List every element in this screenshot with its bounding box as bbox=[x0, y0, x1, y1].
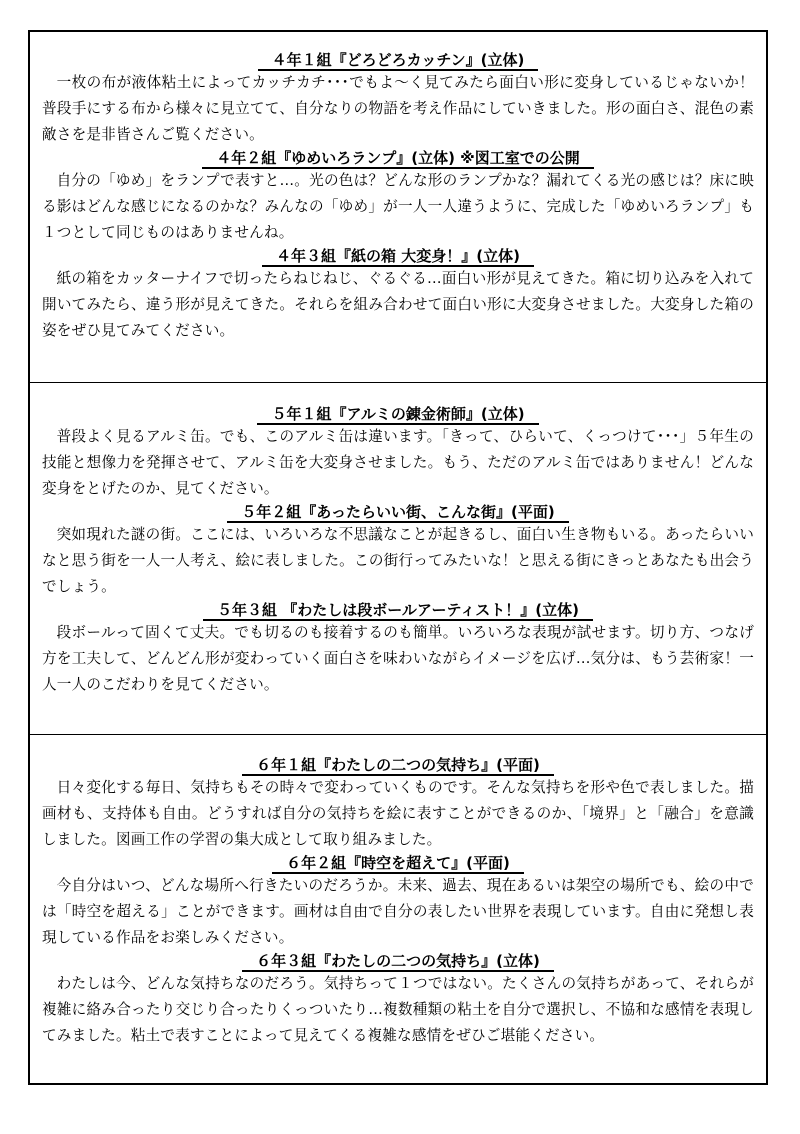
grade-5-section bbox=[30, 382, 766, 734]
entry-description: 段ボールって固くて丈夫。でも切るのも接着するのも簡単。いろいろな表現が試せます。切り方、つなげ方を工夫して、どんどん形が変わっていく面白さを味わいながらイメージを広げ…気分は、もう芸術家！一人一人のこだわりを見てください。 bbox=[42, 624, 754, 693]
entry-description: わたしは今、どんな気持ちなのだろう。気持ちって１つではない。たくさんの気持ちがあって、それらが複雑に絡み合ったり交じり合ったりくっついたり…複数種類の粘土を自分で選択し、不協和な感情を表現してみました。粘土で表すことによって見えてくる複雑な感情をぜひご堪能ください。 bbox=[42, 975, 754, 1044]
entry-description: 突如現れた謎の街。ここには、いろいろな不思議なことが起きるし、面白い生き物もいる。あったらいいなと思う街を一人一人考え、絵に表しました。この街行ってみたいな！と思える街にきっとあなたも出会うでしょう。 bbox=[42, 526, 754, 595]
entry-title: ５年１組『アルミの錬金術師』(立体) bbox=[42, 404, 754, 424]
entry-description: 普段よく見るアルミ缶。でも、このアルミ缶は違います。「きって、ひらいて、くっつけて･･･」５年生の技能と想像力を発揮させて、アルミ缶を大変身させました。もう、ただのアルミ缶ではありません！どんな変身をとげたのか、見てください。 bbox=[42, 428, 754, 497]
entry-description: 自分の「ゆめ」をランプで表すと…。光の色は？どんな形のランプかな？漏れてくる光の感じは？床に映る影はどんな感じになるのかな？みんなの「ゆめ」が一人一人違うように、完成した「ゆめいろランプ」も１つとして同じものはありませんね。 bbox=[42, 172, 754, 241]
entry-title: ６年３組『わたしの二つの気持ち』(立体) bbox=[42, 951, 754, 971]
entry-description: 日々変化する毎日、気持ちもその時々で変わっていくものです。そんな気持ちを形や色で表しました。描画材も、支持体も自由。どうすれば自分の気持ちを絵に表すことができるのか、「境界」と「融合」を意識しました。図画工作の学習の集大成として取り組みました。 bbox=[42, 779, 754, 848]
entry-title: ５年３組 『わたしは段ボールアーティスト！』(立体) bbox=[42, 600, 754, 620]
entry-title: ４年３組『紙の箱 大変身！』(立体) bbox=[42, 246, 754, 266]
grade-4-section bbox=[30, 32, 766, 382]
grade-6-section bbox=[30, 734, 766, 1085]
entry-title: ４年１組『どろどろカッチン』(立体) bbox=[42, 50, 754, 70]
entry-title: ６年１組『わたしの二つの気持ち』(平面) bbox=[42, 755, 754, 775]
entry-description: 紙の箱をカッターナイフで切ったらねじねじ、ぐるぐる…面白い形が見えてきた。箱に切り込みを入れて開いてみたら、違う形が見えてきた。それらを組み合わせて面白い形に大変身させました。大変身した箱の姿をぜひ見てみてください。 bbox=[42, 270, 754, 339]
entry-description: 一枚の布が液体粘土によってカッチカチ･･･でもよ～く見てみたら面白い形に変身しているじゃないか！普段手にする布から様々に見立てて、自分なりの物語を考え作品にしていきました。形の面白さ、混色の素敵さを是非皆さんご覧ください。 bbox=[42, 74, 754, 143]
entry-title: ６年２組『時空を超えて』(平面) bbox=[42, 853, 754, 873]
entry-description: 今自分はいつ、どんな場所へ行きたいのだろうか。未来、過去、現在あるいは架空の場所でも、絵の中では「時空を超える」ことができます。画材は自由で自分の表したい世界を表現しています。自由に発想し表現している作品をお楽しみください。 bbox=[42, 877, 754, 946]
entry-title: ４年２組『ゆめいろランプ』(立体) ※図工室での公開 bbox=[42, 148, 754, 168]
document-frame bbox=[28, 30, 768, 1085]
entry-title: ５年２組『あったらいい街、こんな街』(平面) bbox=[42, 502, 754, 522]
